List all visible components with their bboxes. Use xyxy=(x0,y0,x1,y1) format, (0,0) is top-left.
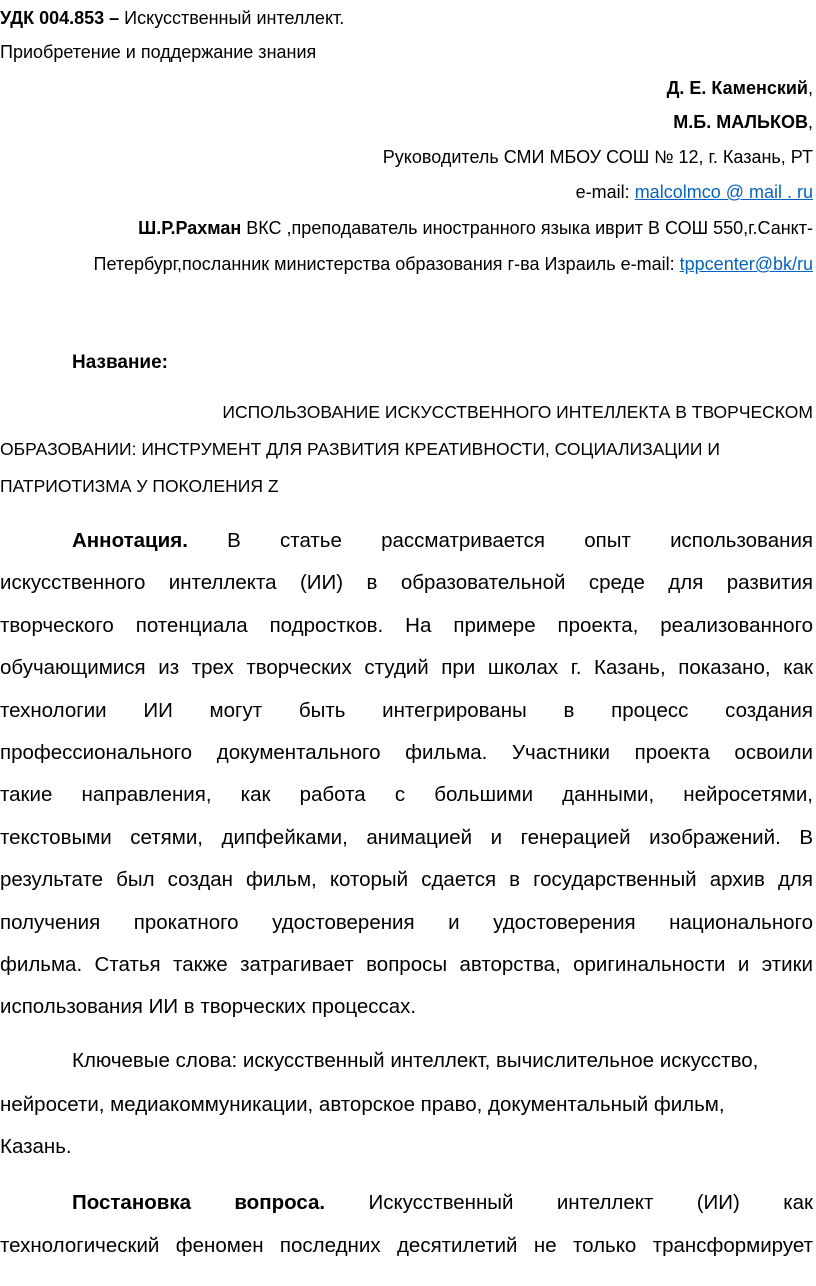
author-1-name: Д. Е. Каменский xyxy=(666,78,808,98)
author-3-description-2: Петербург,посланник министерства образования г-ва Израиль e-mail: xyxy=(93,254,680,274)
annotation-line-2: искусственного интеллекта (ИИ) в образовательной среде для развития xyxy=(0,571,813,594)
annotation-line-3: творческого потенциала подростков. На примере проекта, реализованного xyxy=(0,614,813,637)
udk-subject-line2: Приобретение и поддержание знания xyxy=(0,42,317,62)
article-title-line-2: ОБРАЗОВАНИИ: ИНСТРУМЕНТ ДЛЯ РАЗВИТИЯ КРЕАТИВНОСТИ, СОЦИАЛИЗАЦИИ И xyxy=(0,439,720,459)
annotation-line-12: использования ИИ в творческих процессах. xyxy=(0,995,417,1018)
annotation-line-10: получения прокатного удостоверения и удостоверения национального xyxy=(0,911,813,934)
article-title-line-3: ПАТРИОТИЗМА У ПОКОЛЕНИЯ Z xyxy=(0,476,279,496)
keywords-line-3: Казань. xyxy=(0,1135,72,1158)
author-2-line xyxy=(0,110,813,134)
annotation-line-4: обучающимися из трех творческих студий при школах г. Казань, показано, как xyxy=(0,656,813,679)
problem-label: Постановка вопроса. xyxy=(72,1191,326,1214)
email-link-2[interactable]: tppcenter@bk/ru xyxy=(679,254,813,274)
annotation-line-1 xyxy=(72,528,813,554)
email-label: e-mail: xyxy=(575,182,635,202)
email-line-1 xyxy=(0,180,813,204)
author-3-description: ВКС ,преподаватель иностранного языка иврит В СОШ 550,г.Санкт- xyxy=(241,218,813,238)
annotation-line-7: такие направления, как работа с большими данными, нейросетями, xyxy=(0,783,813,806)
keywords-line-2: нейросети, медиакоммуникации, авторское право, документальный фильм, xyxy=(0,1093,725,1116)
author-3-line xyxy=(0,216,813,240)
title-label-text: Название: xyxy=(72,352,169,373)
udk-subject: Искусственный интеллект. xyxy=(119,8,345,28)
article-title-line-1: ИСПОЛЬЗОВАНИЕ ИСКУССТВЕННОГО ИНТЕЛЛЕКТА В ТВОРЧЕСКОМ xyxy=(222,402,813,422)
annotation-line-5: технологии ИИ могут быть интегрированы в процесс создания xyxy=(0,699,813,722)
author-3-line-2 xyxy=(0,252,813,276)
annotation-line-6: профессионального документального фильма. Участники проекта освоили xyxy=(0,741,813,764)
email-link-1[interactable]: malcolmco @ mail . ru xyxy=(634,182,813,202)
comma: , xyxy=(807,78,813,98)
keywords-line-1: Ключевые слова: искусственный интеллект, вычислительное искусство, xyxy=(72,1049,759,1072)
author-1-line xyxy=(0,76,813,100)
problem-text: Искусственный интеллект (ИИ) как xyxy=(325,1191,814,1214)
annotation-text: В статье рассматривается опыт использования xyxy=(187,529,813,552)
annotation-line-11: фильма. Статья также затрагивает вопросы авторства, оригинальности и этики xyxy=(0,953,813,976)
annotation-label: Аннотация. xyxy=(72,529,188,552)
udk-code: УДК 004.853 – xyxy=(0,8,120,28)
problem-line-1 xyxy=(72,1190,813,1216)
title-label xyxy=(72,351,813,375)
comma: , xyxy=(807,112,813,132)
problem-line-2: технологический феномен последних десятилетий не только трансформирует xyxy=(0,1234,813,1257)
udk-line xyxy=(0,6,813,30)
author-3-name: Ш.Р.Рахман xyxy=(138,218,242,238)
annotation-line-9: результате был создан фильм, который сдается в государственный архив для xyxy=(0,868,813,891)
annotation-line-8: текстовыми сетями, дипфейками, анимацией и генерацией изображений. В xyxy=(0,826,813,849)
author-2-name: М.Б. МАЛЬКОВ xyxy=(673,112,808,132)
author-affiliation: Руководитель СМИ МБОУ СОШ № 12, г. Казань, РТ xyxy=(382,147,813,167)
